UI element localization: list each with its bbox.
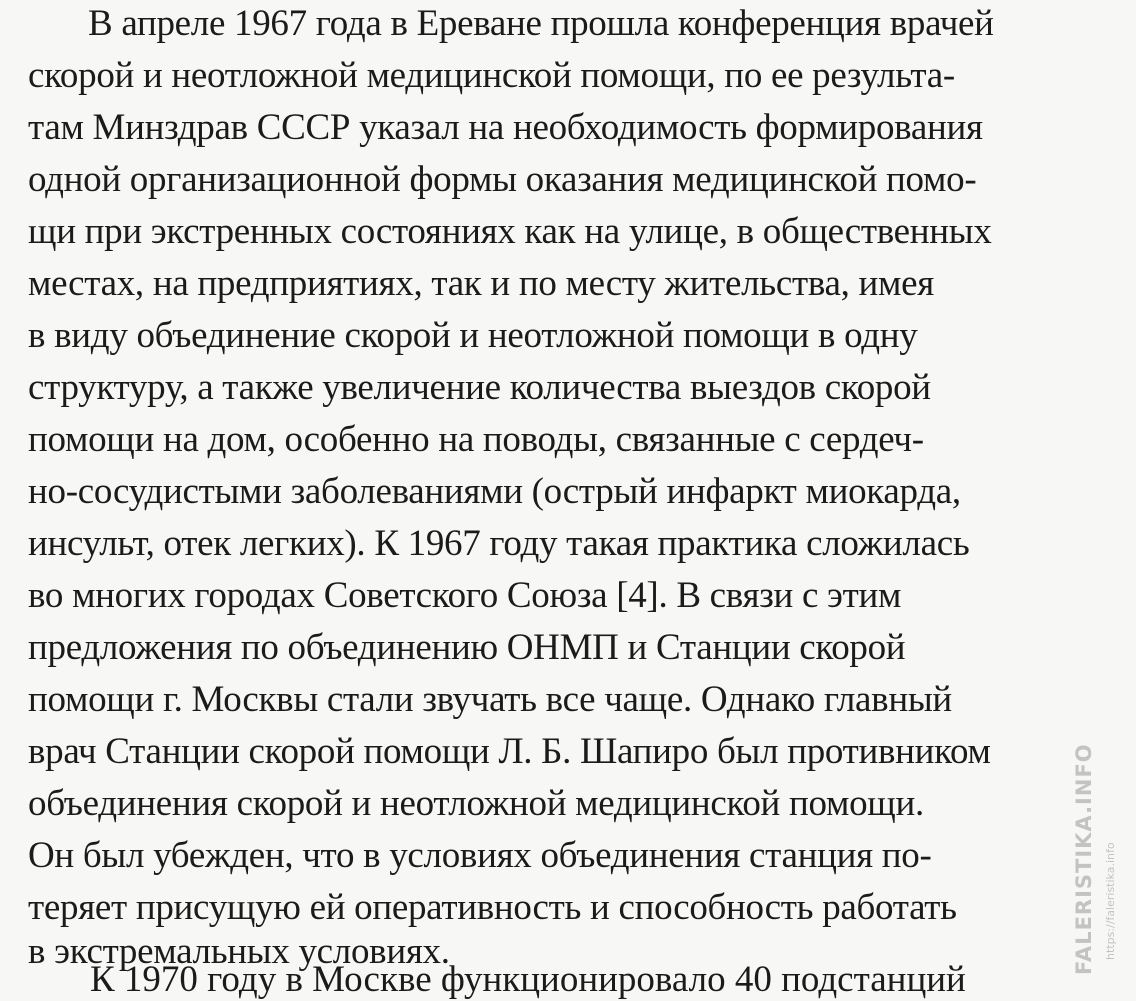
text-line-17: Он был убежден, что в условиях объединения станция по- (28, 835, 932, 876)
text-line-19: в экстремальных условиях. (28, 931, 450, 972)
watermark (1062, 743, 1128, 975)
watermark-main-text: FALERISTIKA.INFO (1072, 743, 1096, 975)
text-line-5: щи при экстренных состояниях как на улице, в общественных (28, 211, 992, 252)
text-line-15: врач Станции скорой помощи Л. Б. Шапиро был противником (28, 731, 991, 772)
text-line-13: предложения по объединению ОНМП и Станции скорой (28, 627, 906, 668)
text-line-9: помощи на дом, особенно на поводы, связанные с сердеч- (28, 419, 924, 460)
cropped-next-line: К 1970 году в Москве функционировало 40 подстанций (90, 959, 966, 1000)
text-line-2: скорой и неотложной медицинской помощи, по ее результа- (28, 55, 955, 96)
text-line-16: объединения скорой и неотложной медицинской помощи. (28, 783, 924, 824)
text-line-6: местах, на предприятиях, так и по месту жительства, имея (28, 263, 934, 304)
text-line-8: структуру, а также увеличение количества выездов скорой (28, 367, 931, 408)
text-line-14: помощи г. Москвы стали звучать все чаще. Однако главный (28, 679, 952, 720)
text-line-3: там Минздрав СССР указал на необходимость формирования (28, 107, 983, 148)
text-line-7: в виду объединение скорой и неотложной помощи в одну (28, 315, 918, 356)
text-line-1: В апреле 1967 года в Ереване прошла конференция врачей (88, 3, 994, 44)
text-line-18: теряет присущую ей оперативность и способность работать (28, 887, 957, 928)
text-line-4: одной организационной формы оказания медицинской помо- (28, 159, 977, 200)
watermark-url-text: https://faleristika.info (1104, 842, 1117, 960)
text-line-10: но-сосудистыми заболеваниями (острый инфаркт миокарда, (28, 471, 961, 512)
text-line-11: инсульт, отек легких). К 1967 году такая практика сложилась (28, 523, 970, 564)
text-line-12: во многих городах Советского Союза [4]. В связи с этим (28, 575, 902, 616)
